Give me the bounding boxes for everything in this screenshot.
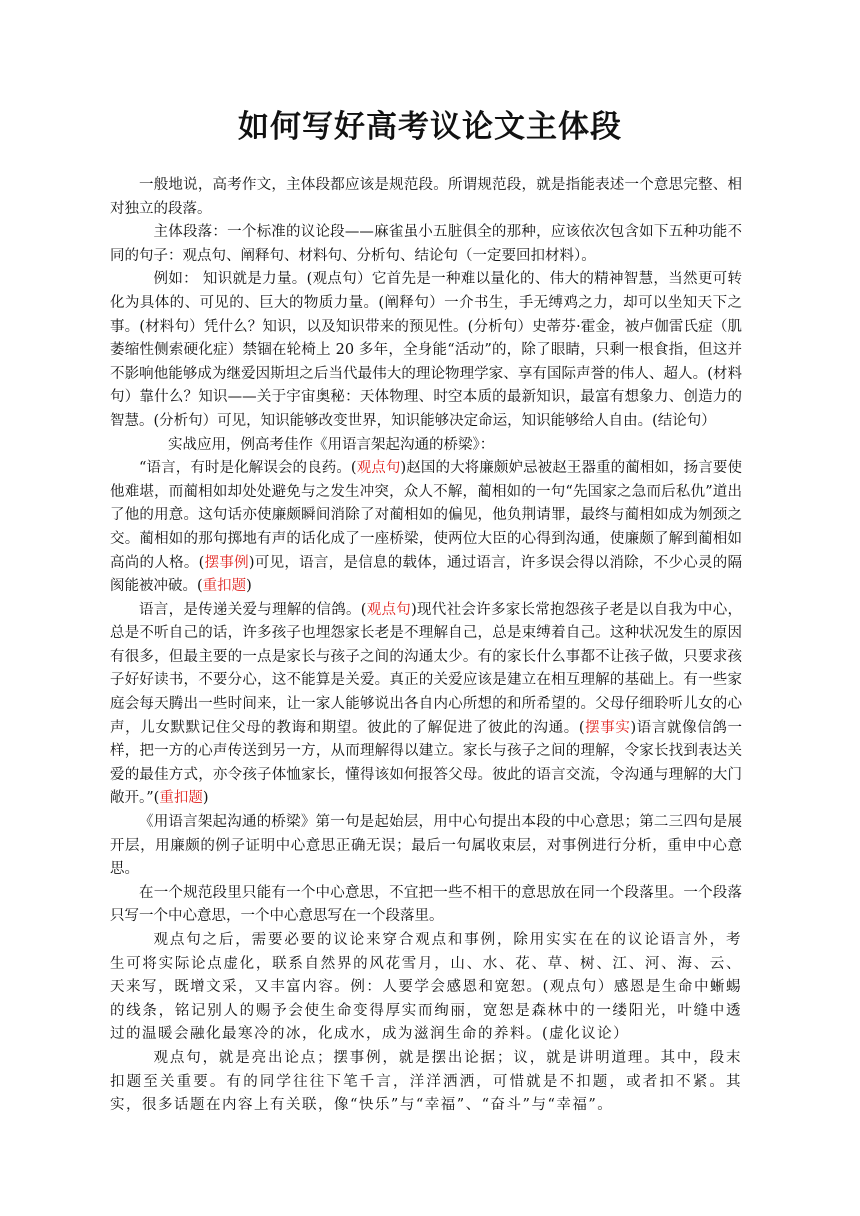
essay-2-text-c: )语言就像信鸽一样，把一方的心声传送到另一方，从而理解得以建立。家长与孩子之间的理解，令家长找到表达关爱的最佳方式，亦令孩子体恤家长，懂得该如何报答父母。彼此的语言交流，令沟通与理解的大门敞开。”( xyxy=(110,719,743,807)
essay-2-tag-topic: 重扣题 xyxy=(159,790,203,807)
essay-1-text-c: )可见，语言，是信息的载体，通过语言，许多误会得以消除，不少心灵的隔阂能被冲破。( xyxy=(110,554,743,595)
paragraph-practice-intro: 实战应用，例高考佳作《用语言架起沟通的桥梁》： xyxy=(168,436,495,453)
essay-1-text-b: )赵国的大将廉颇妒忌被赵王器重的蔺相如，扬言要使他难堪，而蔺相如却处处避免与之发生冲突，众人不解，蔺相如的一句“先国家之急而后私仇”道出了他的用意。这句话亦使廉颇瞬间消除了对蔺相如的偏见，他负荆请罪，最终与蔺相如成为刎颈之交。蔺相如的那句掷地有声的话化成了一座桥梁，使两位大臣的心得到沟通，使廉颇了解到蔺相如高尚的人格。( xyxy=(110,460,742,571)
essay-2-text-a: 语言，是传递关爱与理解的信鸽。( xyxy=(139,601,367,618)
paragraph-single-idea: 在一个规范段里只能有一个中心意思，不宜把一些不相干的意思放在同一个段落里。一个段落只写一个中心意思，一个中心意思写在一个段落里。 xyxy=(110,884,742,925)
essay-2-tag-fact: 摆事实 xyxy=(584,719,631,736)
essay-1-text-d: ) xyxy=(246,578,252,595)
essay-2-text-b: )现代社会许多家长常抱怨孩子老是以自我为中心，总是不听自己的话，许多孩子也埋怨家长老是不理解自己，总是束缚着自己。这种状况发生的原因有很多，但最主要的一点是家长与孩子之间的沟通太少。有的家长什么事都不让孩子做，只要求孩子好好读书，不要分心，这不能算是关爱。真正的关爱应该是建立在相互理解的基础上。有一些家庭会每天腾出一些时间来，让一家人能够说出各自内心所想的和所希望的。父母仔细聆听儿女的心声，儿女默默记住父母的教诲和期望。彼此的了解促进了彼此的沟通。( xyxy=(110,601,743,736)
essay-1-tag-example: 摆事例 xyxy=(204,554,249,571)
essay-1-tag-viewpoint: 观点句 xyxy=(356,460,401,477)
essay-1-tag-topic: 重扣题 xyxy=(202,578,247,595)
essay-1-text-a: “语言，有时是化解误会的良药。( xyxy=(139,460,357,477)
paragraph-intro: 一般地说，高考作文，主体段都应该是规范段。所谓规范段，就是指能表述一个意思完整、相对独立的段落。 xyxy=(110,177,742,217)
paragraph-virtual-argument: 观点句之后，需要必要的议论来穿合观点和事例，除用实实在在的议论语言外，考生可将实际论点虚化，联系自然界的风花雪月，山、水、花、草、树、江、河、海、云、天来写，既增文采，又丰富内容。例：人要学会感恩和宽恕。(观点句）感恩是生命中蜥蜴的线条，铭记别人的赐予会使生命变得厚实而绚丽，宽恕是森林中的一缕阳光，叶缝中透过的温暖会融化最寒冷的冰，化成水，成为滋润生命的养料。(虚化议论） xyxy=(110,932,742,1043)
essay-2-text-d: ) xyxy=(202,790,209,807)
paragraph-essay-1 xyxy=(110,457,742,599)
paragraph-analysis: 《用语言架起沟通的桥梁》第一句是起始层，用中心句提出本段的中心意思；第二三四句是展开层，用廉颇的例子证明中心意思正确无误；最后一句属收束层，对事例进行分析，重申中心意思。 xyxy=(110,814,742,878)
paragraph-conclusion: 观点句，就是亮出论点；摆事例，就是摆出论据；议，就是讲明道理。其中，段末扣题至关重要。有的同学往往下笔千言，洋洋洒洒，可惜就是不扣题，或者扣不紧。其实，很多话题在内容上有关联，像“快乐”与“幸福”、“奋斗”与“幸福”。 xyxy=(110,1049,742,1114)
paragraph-example: 例如： 知识就是力量。(观点句）它首先是一种难以量化的、伟大的精神智慧，当然更可转化为具体的、可见的、巨大的物质力量。(阐释句）一介书生，手无缚鸡之力，却可以坐知天下之事。(材料句）凭什么？知识，以及知识带来的预见性。(分析句）史蒂芬·霍金，被卢伽雷氏症（肌萎缩性侧索硬化症）禁锢在轮椅上 20 多年，全身能“活动”的，除了眼睛，只剩一根食指，但这并不影响他能够成为继爱因斯坦之后当代最伟大的理论物理学家、享有国际声誉的伟人、超人。(材料句）靠什么？知识——关于宇宙奥秘：天体物理、时空本质的最新知识，最富有想象力、创造力的智慧。(分析句）可见，知识能够改变世界，知识能够决定命运，知识能够给人自由。(结论句） xyxy=(110,271,742,429)
document-body xyxy=(110,174,742,1118)
essay-2-tag-viewpoint: 观点句 xyxy=(366,601,412,618)
paragraph-essay-2 xyxy=(110,599,742,811)
document-title: 如何写好高考议论文主体段 xyxy=(238,109,622,145)
paragraph-structure: 主体段落：一个标准的议论段——麻雀虽小五脏俱全的那种，应该依次包含如下五种功能不同的句子：观点句、阐释句、材料句、分析句、结论句（一定要回扣材料）。 xyxy=(110,224,742,264)
